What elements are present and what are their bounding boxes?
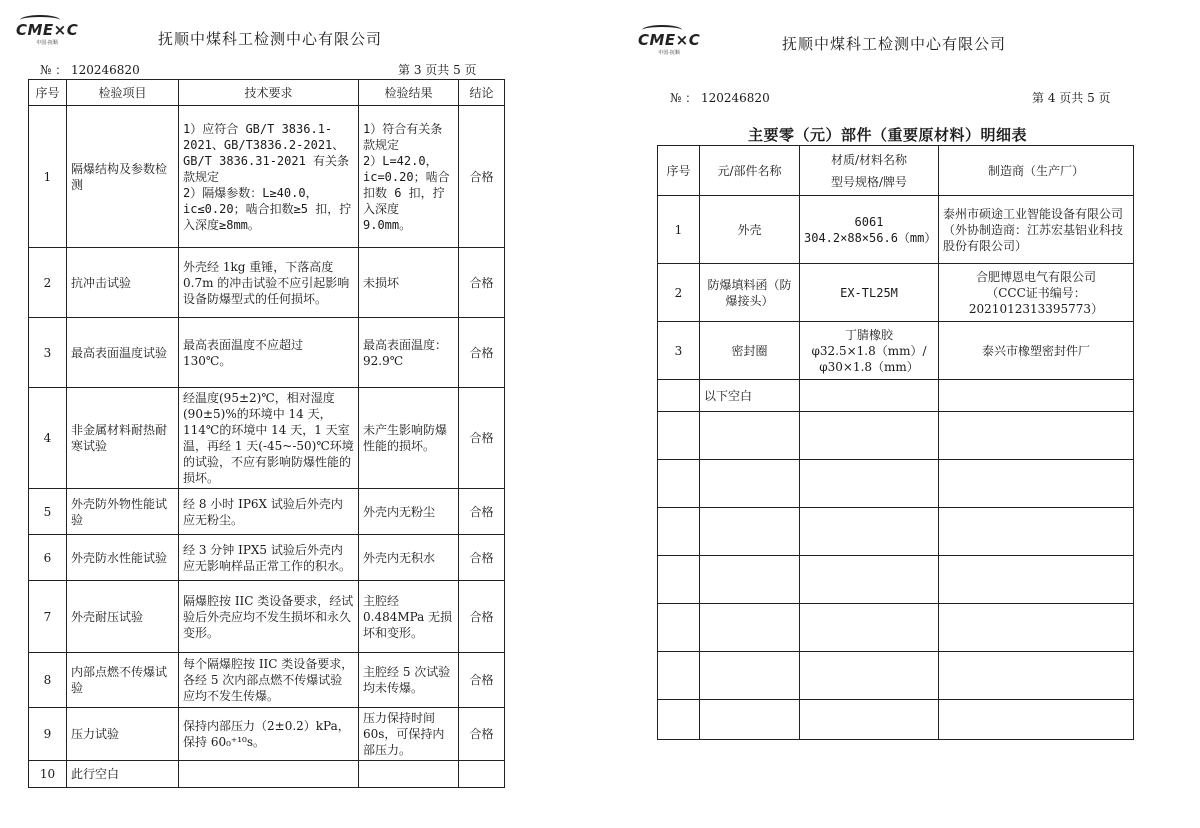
logo-subtext: 中国·抚顺 [658, 50, 680, 56]
company-name: 抚顺中煤科工检测中心有限公司 [158, 30, 383, 48]
manufacturer [939, 380, 1134, 412]
manufacturer [939, 412, 1134, 460]
technical-requirement [179, 761, 359, 788]
report-page-4 [600, 0, 1200, 828]
row-number: 9 [29, 708, 67, 761]
inspection-result: 主腔经 0.484MPa 无损坏和变形。 [359, 581, 459, 653]
material-spec [800, 700, 939, 740]
table-row [658, 196, 1134, 264]
row-number: 1 [658, 196, 700, 264]
header-manufacturer: 制造商（生产厂） [939, 146, 1134, 196]
table-row [29, 106, 505, 248]
inspection-item: 内部点燃不传爆试验 [67, 653, 179, 708]
inspection-result: 外壳内无积水 [359, 535, 459, 581]
part-name [700, 412, 800, 460]
manufacturer [939, 556, 1134, 604]
inspection-result: 1）符合有关条款规定 2）L=42.0，ic=0.20；啮合扣数 6 扣，拧入深度 9.0mm。 [359, 106, 459, 248]
header-verdict: 结论 [459, 80, 505, 106]
table-row [29, 581, 505, 653]
part-name: 以下空白 [700, 380, 800, 412]
table-row [658, 264, 1134, 322]
cmec-logo [16, 22, 78, 46]
company-name: 抚顺中煤科工检测中心有限公司 [782, 35, 1007, 53]
header-item: 检验项目 [67, 80, 179, 106]
part-name [700, 604, 800, 652]
material-spec: 6061 304.2×88×56.6（mm） [800, 196, 939, 264]
header-part-name: 元/部件名称 [700, 146, 800, 196]
header-material-line1: 材质/材料名称 [830, 152, 908, 167]
row-number: 3 [658, 322, 700, 380]
header-no: 序号 [658, 146, 700, 196]
conclusion: 合格 [459, 106, 505, 248]
technical-requirement: 外壳经 1kg 重锤，下落高度 0.7m 的冲击试验不应引起影响设备防爆型式的任何损坏。 [179, 248, 359, 318]
manufacturer [939, 700, 1134, 740]
material-spec [800, 412, 939, 460]
table-row [29, 653, 505, 708]
inspection-result: 最高表面温度：92.9℃ [359, 318, 459, 388]
conclusion: 合格 [459, 708, 505, 761]
inspection-result: 主腔经 5 次试验均未传爆。 [359, 653, 459, 708]
manufacturer [939, 508, 1134, 556]
material-spec [800, 380, 939, 412]
row-number: 1 [29, 106, 67, 248]
inspection-item: 隔爆结构及参数检测 [67, 106, 179, 248]
inspection-item: 外壳防水性能试验 [67, 535, 179, 581]
header-material-line2: 型号规格/牌号 [830, 174, 908, 189]
parts-list-table [657, 145, 1134, 740]
conclusion: 合格 [459, 653, 505, 708]
technical-requirement: 经 8 小时 IP6X 试验后外壳内应无粉尘。 [179, 489, 359, 535]
logo-subtext: 中国·抚顺 [36, 40, 58, 46]
row-number: 2 [29, 248, 67, 318]
inspection-result: 未产生影响防爆性能的损坏。 [359, 388, 459, 489]
conclusion: 合格 [459, 248, 505, 318]
inspection-item: 非金属材料耐热耐寒试验 [67, 388, 179, 489]
technical-requirement: 经温度(95±2)℃，相对湿度(90±5)%的环境中 14 天，114℃的环境中 14 天，1 天室温，再经 1 天(-45~-50)℃环境的试验，不应有影响防爆性能的损坏。 [179, 388, 359, 489]
inspection-results-table [28, 79, 505, 788]
row-number: 6 [29, 535, 67, 581]
row-number [658, 556, 700, 604]
row-number [658, 700, 700, 740]
conclusion: 合格 [459, 535, 505, 581]
table-row [29, 248, 505, 318]
row-number: 2 [658, 264, 700, 322]
inspection-item: 抗冲击试验 [67, 248, 179, 318]
row-number [658, 380, 700, 412]
part-name: 防爆填料函（防爆接头） [700, 264, 800, 322]
table-row [29, 708, 505, 761]
row-number [658, 460, 700, 508]
table-row [29, 318, 505, 388]
page-number: 第 3 页共 5 页 [398, 63, 477, 77]
part-name [700, 700, 800, 740]
conclusion: 合格 [459, 388, 505, 489]
table-row [29, 761, 505, 788]
inspection-result: 压力保持时间 60s，可保持内部压力。 [359, 708, 459, 761]
conclusion [459, 761, 505, 788]
empty-row [658, 460, 1134, 508]
material-spec [800, 508, 939, 556]
report-number: № ： 120246820 [40, 63, 140, 77]
row-number: 4 [29, 388, 67, 489]
table-header-row [658, 146, 1134, 196]
inspection-item: 此行空白 [67, 761, 179, 788]
part-name [700, 556, 800, 604]
row-number: 7 [29, 581, 67, 653]
manufacturer [939, 604, 1134, 652]
empty-row [658, 556, 1134, 604]
header-material [800, 146, 939, 196]
row-number: 8 [29, 653, 67, 708]
empty-row [658, 508, 1134, 556]
empty-row [658, 652, 1134, 700]
header-requirement: 技术要求 [179, 80, 359, 106]
material-spec [800, 460, 939, 508]
row-number: 10 [29, 761, 67, 788]
table-title: 主要零（元）部件（重要原材料）明细表 [748, 126, 1028, 144]
inspection-item: 最高表面温度试验 [67, 318, 179, 388]
row-number [658, 508, 700, 556]
row-number [658, 604, 700, 652]
manufacturer [939, 460, 1134, 508]
material-spec [800, 604, 939, 652]
inspection-result [359, 761, 459, 788]
row-number: 3 [29, 318, 67, 388]
manufacturer [939, 652, 1134, 700]
part-name [700, 460, 800, 508]
page-number: 第 4 页共 5 页 [1032, 91, 1111, 105]
table-header-row [29, 80, 505, 106]
material-spec [800, 652, 939, 700]
conclusion: 合格 [459, 489, 505, 535]
conclusion: 合格 [459, 318, 505, 388]
logo-mark: CME×C [638, 32, 700, 48]
inspection-item: 压力试验 [67, 708, 179, 761]
part-name [700, 508, 800, 556]
conclusion: 合格 [459, 581, 505, 653]
logo-mark: CME×C [16, 22, 78, 38]
part-name [700, 652, 800, 700]
row-number: 5 [29, 489, 67, 535]
empty-row [658, 604, 1134, 652]
technical-requirement: 每个隔爆腔按 IIC 类设备要求，各经 5 次内部点燃不传爆试验应均不发生传爆。 [179, 653, 359, 708]
row-number [658, 652, 700, 700]
technical-requirement: 保持内部压力（2±0.2）kPa，保持 60₀⁺¹⁰s。 [179, 708, 359, 761]
table-row [658, 322, 1134, 380]
inspection-item: 外壳耐压试验 [67, 581, 179, 653]
manufacturer: 合肥博恩电气有限公司 （CCC证书编号：2021012313395773） [939, 264, 1134, 322]
technical-requirement: 经 3 分钟 IPX5 试验后外壳内应无影响样品正常工作的积水。 [179, 535, 359, 581]
table-row [29, 535, 505, 581]
technical-requirement: 最高表面温度不应超过 130℃。 [179, 318, 359, 388]
part-name: 外壳 [700, 196, 800, 264]
cmec-logo [638, 32, 700, 56]
table-row [658, 380, 1134, 412]
technical-requirement: 1）应符合 GB/T 3836.1-2021、GB/T3836.2-2021、GB/T 3836.31-2021 有关条款规定 2）隔爆参数：L≥40.0，ic≤0.20；啮合扣数≥5 扣，拧入深度≥8mm。 [179, 106, 359, 248]
inspection-result: 外壳内无粉尘 [359, 489, 459, 535]
technical-requirement: 隔爆腔按 IIC 类设备要求，经试验后外壳应均不发生损坏和永久变形。 [179, 581, 359, 653]
material-spec: EX-TL25M [800, 264, 939, 322]
table-row [29, 388, 505, 489]
empty-row [658, 412, 1134, 460]
part-name: 密封圈 [700, 322, 800, 380]
empty-row [658, 700, 1134, 740]
material-spec: 丁腈橡胶 φ32.5×1.8（mm）/ φ30×1.8（mm） [800, 322, 939, 380]
table-row [29, 489, 505, 535]
material-spec [800, 556, 939, 604]
manufacturer: 泰州市硕途工业智能设备有限公司（外协制造商：江苏宏基铝业科技股份有限公司） [939, 196, 1134, 264]
row-number [658, 412, 700, 460]
inspection-result: 未损坏 [359, 248, 459, 318]
inspection-item: 外壳防外物性能试验 [67, 489, 179, 535]
header-result: 检验结果 [359, 80, 459, 106]
report-number: № ： 120246820 [670, 91, 770, 105]
manufacturer: 泰兴市橡塑密封件厂 [939, 322, 1134, 380]
header-no: 序号 [29, 80, 67, 106]
